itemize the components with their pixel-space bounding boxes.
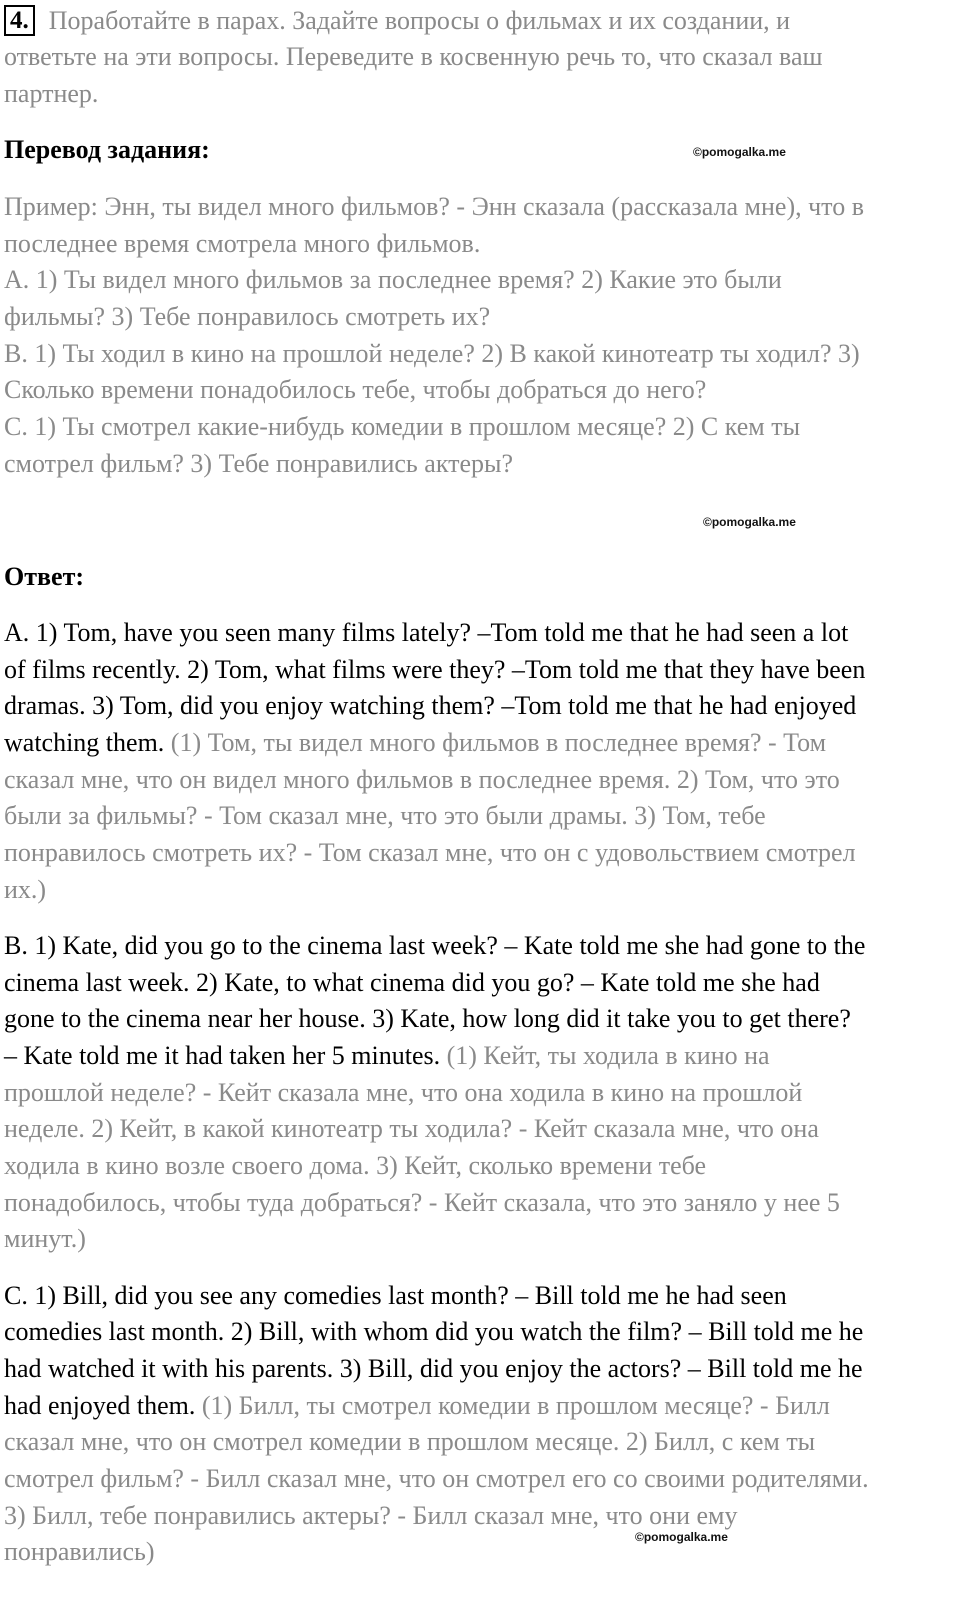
watermark: ©pomogalka.me [635, 1530, 728, 1544]
answer-line [4, 1220, 86, 1257]
task-line-2: ответьте на эти вопросы. Переведите в косвенную речь то, что сказал ваш [4, 42, 823, 71]
answer-english: C. 1) Bill, did you see any comedies last month? – Bill told me he had seen [4, 1281, 787, 1310]
answer-line [4, 1423, 815, 1460]
answer-line [4, 1277, 787, 1314]
answer-line [4, 1074, 802, 1111]
task-number: 4. [4, 5, 35, 36]
answer-line [4, 1387, 830, 1424]
answer-russian: (1) Билл, ты смотрел комедии в прошлом месяце? - Билл [201, 1391, 830, 1420]
answer-line [4, 1000, 851, 1037]
answer-english: B. 1) Kate, did you go to the cinema last week? – Kate told me she had gone to the [4, 931, 866, 960]
answer-line [4, 614, 848, 651]
translation-line: последнее время смотрела много фильмов. [4, 229, 481, 258]
answer-line [4, 964, 820, 1001]
answer-russian: понравилось смотреть их? - Том сказал мне, что он с удовольствием смотрел [4, 838, 856, 867]
answer-line [4, 687, 856, 724]
translation-line: Сколько времени понадобилось тебе, чтобы добраться до него? [4, 375, 707, 404]
answer-russian: были за фильмы? - Том сказал мне, что это были драмы. 3) Том, тебе [4, 801, 766, 830]
answer-russian: (1) Том, ты видел много фильмов в последнее время? - Том [170, 728, 827, 757]
answer-line [4, 1350, 863, 1387]
answer-russian: сказал мне, что он смотрел комедии в прошлом месяце. 2) Билл, с кем ты [4, 1427, 816, 1456]
answer-line [4, 1110, 819, 1147]
answer-heading: Ответ: [4, 562, 85, 591]
answer-russian: их.) [4, 875, 47, 904]
answer-russian: (1) Кейт, ты ходила в кино на [446, 1041, 770, 1070]
answer-english: had enjoyed them. [4, 1391, 202, 1420]
answer-line [4, 1184, 840, 1221]
answer-russian: смотрел фильм? - Билл сказал мне, что он смотрел его со своими родителями. [4, 1464, 869, 1493]
answer-english: – Kate told me it had taken her 5 minutes. [4, 1041, 447, 1070]
task-line-1 [4, 2, 790, 39]
answer-english: dramas. 3) Tom, did you enjoy watching them? –Tom told me that he had enjoyed [4, 691, 857, 720]
answer-russian: ходила в кино возле своего дома. 3) Кейт, сколько времени тебе [4, 1151, 707, 1180]
answer-line [4, 1313, 863, 1350]
answer-line [4, 871, 46, 908]
answer-russian: 3) Билл, тебе понравились актеры? - Билл сказал мне, что они ему [4, 1501, 738, 1530]
answer-russian: понадобилось, чтобы туда добраться? - Кейт сказала, что это заняло у нее 5 [4, 1188, 840, 1217]
watermark: ©pomogalka.me [703, 515, 796, 529]
translation-line: фильмы? 3) Тебе понравилось смотреть их? [4, 302, 491, 331]
answer-line [4, 797, 766, 834]
answer-line [4, 1497, 737, 1534]
answer-russian: сказал мне, что он видел много фильмов в последнее время. 2) Том, что это [4, 765, 840, 794]
answer-english: of films recently. 2) Tom, what films were they? –Tom told me that they have been [4, 655, 866, 684]
answer-russian: понравились) [4, 1537, 155, 1566]
answer-line [4, 1533, 155, 1570]
translation-line: В. 1) Ты ходил в кино на прошлой неделе? 2) В какой кинотеатр ты ходил? 3) [4, 339, 860, 368]
watermark: ©pomogalka.me [693, 145, 786, 159]
answer-english: watching them. [4, 728, 171, 757]
translation-line: А. 1) Ты видел много фильмов за последнее время? 2) Какие это были [4, 265, 782, 294]
translation-line: смотрел фильм? 3) Тебе понравились актеры? [4, 449, 514, 478]
task-line-3: партнер. [4, 79, 99, 108]
translation-heading: Перевод задания: [4, 135, 210, 164]
answer-english: gone to the cinema near her house. 3) Kate, how long did it take you to get there? [4, 1004, 851, 1033]
answer-english: cinema last week. 2) Kate, to what cinema did you go? – Kate told me she had [4, 968, 820, 997]
translation-line: Пример: Энн, ты видел много фильмов? - Энн сказала (рассказала мне), что в [4, 192, 864, 221]
answer-russian: минут.) [4, 1224, 86, 1253]
answer-russian: неделе. 2) Кейт, в какой кинотеатр ты ходила? - Кейт сказала мне, что она [4, 1114, 819, 1143]
answer-line [4, 1037, 770, 1074]
answer-line [4, 724, 826, 761]
answer-line [4, 761, 840, 798]
answer-english: comedies last month. 2) Bill, with whom did you watch the film? – Bill told me he [4, 1317, 864, 1346]
answer-english: had watched it with his parents. 3) Bill, did you enjoy the actors? – Bill told me he [4, 1354, 863, 1383]
answer-line [4, 651, 865, 688]
answer-line [4, 1147, 706, 1184]
answer-line [4, 834, 856, 871]
translation-line: С. 1) Ты смотрел какие-нибудь комедии в прошлом месяце? 2) С кем ты [4, 412, 801, 441]
answer-line [4, 927, 865, 964]
answer-russian: прошлой неделе? - Кейт сказала мне, что она ходила в кино на прошлой [4, 1078, 803, 1107]
answer-line [4, 1460, 869, 1497]
task-text: Поработайте в парах. Задайте вопросы о фильмах и их создании, и [48, 6, 791, 35]
answer-english: A. 1) Tom, have you seen many films lately? –Tom told me that he had seen a lot [4, 618, 849, 647]
